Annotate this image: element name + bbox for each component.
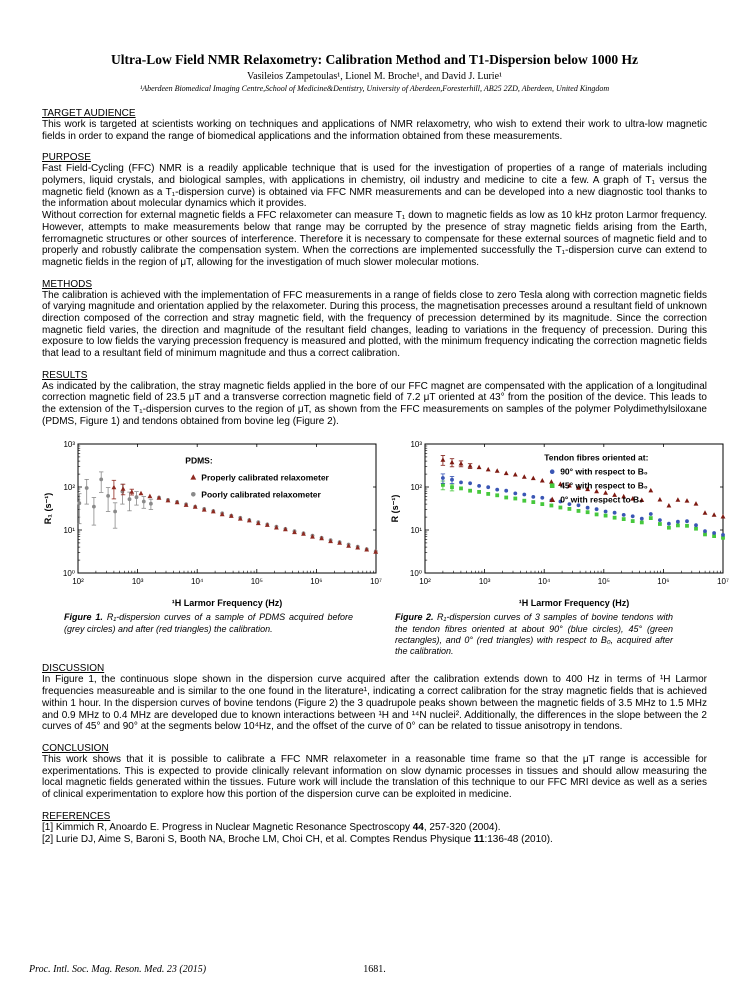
svg-text:10²: 10²	[63, 483, 75, 493]
svg-text:10³: 10³	[131, 577, 144, 587]
reference-2-pages: :136-48 (2010).	[484, 833, 553, 845]
methods-text: The calibration is achieved with the implementation of FFC measurements in a range of fields close to zero Tesla along with correction magnetic fields of varying magnitude and orientation applied by the relaxometer. During this process, the magnetisation precesses around a resultant field of unknown direction composed of the correction and stray magnetic field, with the frequency of precession determined by its magnitude. Since the correction magnetic field varies, the direction and magnitude of the resultant field changes, leading to variations in the frequency of precession. During this exposure to low fields the varying precession frequency is measured and plotted, with the minimum frequency indicating the correction magnetic fields that lead to a resultant field of minimum magnitude and thus a correct calibration.	[42, 289, 707, 359]
svg-text:10¹: 10¹	[410, 526, 422, 536]
heading-conclusion: CONCLUSION	[42, 742, 109, 754]
svg-text:Poorly calibrated relaxometer: Poorly calibrated relaxometer	[201, 489, 321, 500]
svg-text:10⁴: 10⁴	[538, 577, 551, 587]
section-discussion	[42, 663, 707, 732]
figure-2-chart	[389, 437, 729, 609]
figures-row	[42, 437, 729, 657]
section-target-audience	[42, 108, 707, 142]
figure-1-caption	[42, 609, 389, 635]
discussion-text: In Figure 1, the continuous slope shown in the dispersion curve acquired after the calibration extends down to 400 Hz in terms of ¹H Larmor frequencies measureable and is similar to the one found in the literature¹, indicating a correct calibration for the stray magnetic fields that is achieved within 1 hour. In the dispersion curves of bovine tendons (Figure 2) the 3 quadrupole peaks shown between the magnetic fields of 3.5 MHz to 1.5 MHz and 0.9 MHz to 0.4 MHz are developed due to known interactions between ¹H and ¹⁴N nuclei². Additionally, the differences in the slope between the 2 curves of 45° and 90° at the segments below 10⁴Hz, and the offset of the curve of 0° can be related to tissue anisotropy in tendons.	[42, 674, 707, 733]
footer-page-number: 1681.	[363, 964, 386, 975]
heading-methods: METHODS	[42, 278, 92, 290]
reference-1	[42, 822, 707, 834]
svg-text:90° with respect to B₀: 90° with respect to B₀	[560, 467, 648, 478]
heading-references: REFERENCES	[42, 810, 111, 822]
svg-text:10⁵: 10⁵	[597, 577, 610, 587]
results-text: As indicated by the calibration, the stray magnetic fields applied in the bore of our FFC magnet are compensated with the application of a longitudinal correction magnetic field of 23.5 μT and a transverse correction magnetic field of 7.2 μT oriented at 43° from the position of the device. This leads to the extension of the T₁-dispersion curves to the region of μT, as shown from the FFC measurements on samples of the polymer Polydimethylsiloxane (PDMS, Figure 1) and tendons obtained from bovine leg (Figure 2).	[42, 380, 707, 427]
svg-text:10²: 10²	[72, 577, 84, 587]
svg-text:¹H Larmor Frequency (Hz): ¹H Larmor Frequency (Hz)	[171, 598, 283, 609]
heading-results: RESULTS	[42, 369, 88, 381]
purpose-paragraph-2: Without correction for external magnetic fields a FFC relaxometer can measure T₁ down to magnetic fields as low as 10 kHz proton Larmor frequency. However, attempts to make measurements below that range may be corrupted by the presence of stray magnetic fields arising from the Earth, ferromagnetic structures or other sources of interference. Therefore it is necessary to compensate for these external sources of magnetic field and to properly and robustly calibrate the compensation system. When the corrections are implemented successfully the T₁-dispersion curve can extend to magnetic fields in the region of μT, allowing for the investigation of much slower molecular motions.	[42, 210, 707, 268]
svg-text:10³: 10³	[63, 440, 75, 450]
target-audience-text: This work is targeted at scientists working on techniques and applications of NMR relaxometry, who wish to extend their work to ultra-low magnetic fields in order to expand the range of biomedical applications and the information obtained from these measurements.	[42, 119, 707, 142]
reference-2-text: [2] Lurie DJ, Aime S, Baroni S, Booth NA, Broche LM, Choi CH, et al. Comptes Rendus Physique	[42, 833, 474, 845]
svg-text:10²: 10²	[410, 483, 422, 493]
svg-text:45° with respect to B₀: 45° with respect to B₀	[560, 481, 648, 492]
reference-1-volume: 44	[412, 821, 424, 833]
footer-citation: Proc. Intl. Soc. Mag. Reson. Med. 23 (2015)	[29, 964, 207, 975]
reference-2-volume: 11	[473, 833, 485, 845]
svg-text:R (s⁻¹): R (s⁻¹)	[390, 495, 400, 523]
figure-2	[389, 437, 729, 657]
svg-text:10³: 10³	[410, 440, 422, 450]
svg-text:Properly calibrated relaxomete: Properly calibrated relaxometer	[201, 472, 329, 483]
section-methods	[42, 279, 707, 360]
conclusion-text: This work shows that it is possible to calibrate a FFC NMR relaxometer in a reasonable time frame so that the μT range is accessible for experimentations. This is expected to provide clinically relevant information on slow dynamic processes in tissues and should allow measuring the local magnetic fields generated within the tissues. Future work will include the translation of this technique to our FFC MRI device as well as a series of clinical experimentation to explore how this portion of the dispersion curve can be exploited in medicine.	[42, 753, 707, 800]
svg-text:10⁴: 10⁴	[191, 577, 204, 587]
svg-text:Tendon fibres oriented at:: Tendon fibres oriented at:	[544, 453, 649, 464]
svg-text:10⁷: 10⁷	[370, 577, 382, 587]
svg-text:10⁶: 10⁶	[310, 577, 323, 587]
svg-text:10⁰: 10⁰	[62, 569, 75, 579]
svg-text:¹H Larmor Frequency (Hz): ¹H Larmor Frequency (Hz)	[518, 598, 630, 609]
svg-text:R₁ (s⁻¹): R₁ (s⁻¹)	[43, 493, 53, 525]
figure-2-label: Figure 2.	[395, 612, 434, 623]
svg-text:PDMS:: PDMS:	[185, 455, 213, 466]
paper-title: Ultra-Low Field NMR Relaxometry: Calibration Method and T1-Dispersion below 1000 Hz	[111, 52, 638, 67]
abstract-body	[42, 108, 729, 846]
figure-1	[42, 437, 389, 657]
paper-affiliation: ¹Aberdeen Biomedical Imaging Centre,School of Medicine&Dentistry, University of Aberdeen,Foresterhill, AB25 2ZD, Aberdeen, United Kingdom	[139, 84, 610, 93]
svg-text:10¹: 10¹	[63, 526, 75, 536]
figure-2-caption-text: R₁-dispersion curves of 3 samples of bovine tendons with the tendon fibres oriented at about 90° (blue circles), 45° (green rectangles), and 0° (red triangles) with respect to B₀, acquired after the calibration.	[395, 612, 673, 657]
figure-2-caption	[389, 609, 707, 657]
svg-text:10²: 10²	[419, 577, 431, 587]
section-conclusion	[42, 743, 707, 801]
figure-1-chart	[42, 437, 382, 609]
purpose-paragraph-1: Fast Field-Cycling (FFC) NMR is a readily applicable technique that is used for the investigation of properties of a range of materials including polymers, liquid crystals, and biological samples, with applications in chemistry, oil industry and medicine to cite a few. A graph of T₁ versus the magnetic field (known as a T₁-dispersion curve) is obtained via FFC NMR measurements and can be developed into a new diagnostic tool thanks to the information about molecular dynamics which it provides.	[42, 163, 707, 210]
heading-discussion: DISCUSSION	[42, 663, 105, 675]
svg-text:10⁵: 10⁵	[250, 577, 263, 587]
reference-1-pages: , 257-320 (2004).	[423, 821, 501, 833]
svg-text:10³: 10³	[478, 577, 491, 587]
svg-text:0° with respect to B₀: 0° with respect to B₀	[560, 495, 644, 506]
reference-1-text: [1] Kimmich R, Anoardo E. Progress in Nuclear Magnetic Resonance Spectroscopy	[42, 821, 413, 833]
figure-1-label: Figure 1.	[64, 612, 103, 623]
svg-text:10⁶: 10⁶	[657, 577, 670, 587]
reference-2	[42, 834, 707, 846]
section-purpose	[42, 152, 707, 268]
section-references	[42, 811, 707, 846]
svg-text:10⁷: 10⁷	[717, 577, 729, 587]
svg-text:10⁰: 10⁰	[409, 569, 422, 579]
paper-authors: Vasileios Zampetoulas¹, Lionel M. Broche¹, and David J. Lurie¹	[246, 71, 503, 82]
heading-purpose: PURPOSE	[42, 152, 91, 164]
figure-1-caption-text: R₁-dispersion curves of a sample of PDMS acquired before (grey circles) and after (red triangles) the calibration.	[64, 612, 353, 634]
heading-target-audience: TARGET AUDIENCE	[42, 108, 136, 119]
section-results	[42, 370, 707, 428]
